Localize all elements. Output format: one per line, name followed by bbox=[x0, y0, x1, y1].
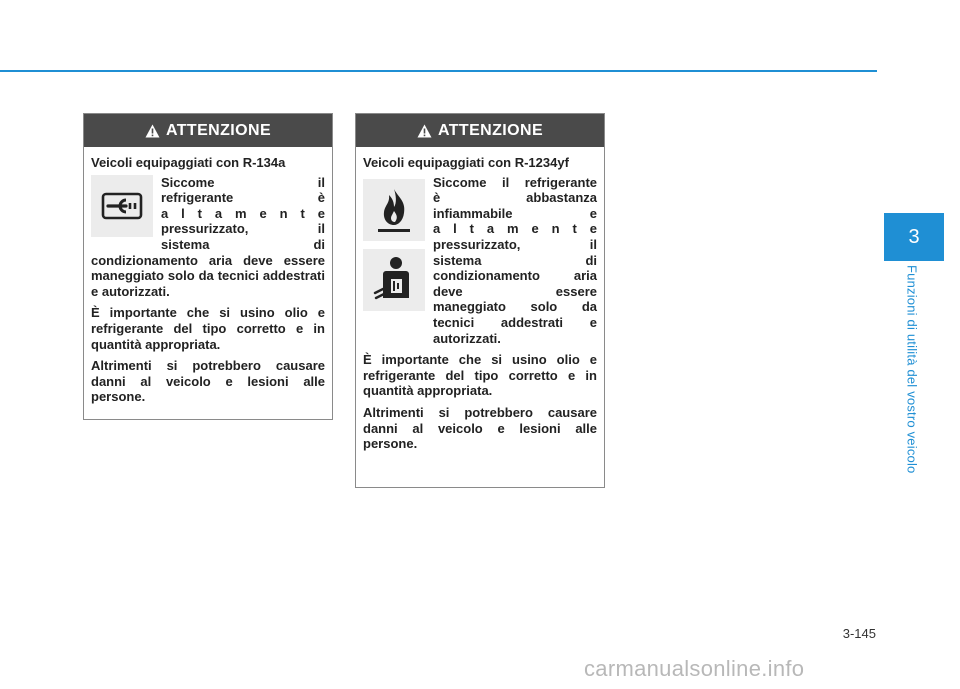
top-divider bbox=[0, 70, 877, 72]
body-paragraph: È importante che si usino olio e refrigerante del tipo corretto e in quantità appropriata. bbox=[363, 352, 597, 399]
technician-icon bbox=[363, 249, 425, 311]
body-paragraph: condizionamento aria deve essere maneggiato solo da tecnici addestrati e autorizzati. bbox=[91, 252, 325, 299]
side-chapter-title: Funzioni di utilità del vostro veicolo bbox=[904, 265, 920, 474]
body-paragraph: È importante che si usino olio e refrigerante del tipo corretto e in quantità appropriata. bbox=[91, 305, 325, 352]
icon-text-line: Siccome il refrigerante bbox=[433, 174, 597, 190]
icon-text-line: pressurizzato, il bbox=[433, 236, 597, 252]
icon-text-line: deve essere bbox=[433, 283, 597, 299]
page-number: 3-145 bbox=[842, 626, 876, 641]
icon-text-line: sistema di bbox=[433, 252, 597, 268]
flame-icon bbox=[363, 179, 425, 241]
icon-text-line: maneggiato solo da bbox=[433, 299, 597, 315]
box-title: Veicoli equipaggiati con R-1234yf bbox=[363, 155, 569, 170]
icon-text-line: sistema di bbox=[161, 236, 325, 252]
body-paragraph: Altrimenti si potrebbero causare danni al veicolo e lesioni alle persone. bbox=[363, 404, 597, 452]
icon-text-line: a l t a m e n t e bbox=[433, 221, 597, 237]
icon-text-line: pressurizzato, il bbox=[161, 221, 325, 237]
icon-text-line: refrigerante è bbox=[161, 190, 325, 206]
chapter-tab bbox=[884, 213, 944, 261]
warning-header bbox=[356, 114, 604, 147]
icon-text-line: a l t a m e n t e bbox=[161, 205, 325, 221]
icon-text-line: tecnici addestrati e bbox=[433, 314, 597, 330]
box-title: Veicoli equipaggiati con R-134a bbox=[91, 155, 286, 170]
watermark: carmanualsonline.info bbox=[584, 656, 805, 681]
icon-text-line: è abbastanza bbox=[433, 190, 597, 206]
warning-box-r134a bbox=[83, 113, 333, 420]
warning-box-r1234yf bbox=[355, 113, 605, 488]
warning-header-label: ATTENZIONE bbox=[165, 121, 272, 139]
icon-text-line: condizionamento aria bbox=[433, 268, 597, 284]
warning-header-label: ATTENZIONE bbox=[437, 121, 544, 139]
wrench-icon bbox=[91, 175, 153, 237]
warning-triangle-icon bbox=[417, 124, 432, 138]
chapter-number: 3 bbox=[908, 225, 920, 248]
icon-text-line: Siccome il bbox=[161, 174, 325, 190]
icon-text-line: infiammabile e bbox=[433, 205, 597, 221]
warning-triangle-icon bbox=[145, 124, 160, 138]
icon-text-line: autorizzati. bbox=[433, 330, 501, 346]
body-paragraph: Altrimenti si potrebbero causare danni al veicolo e lesioni alle persone. bbox=[91, 358, 325, 405]
warning-header bbox=[84, 114, 332, 147]
